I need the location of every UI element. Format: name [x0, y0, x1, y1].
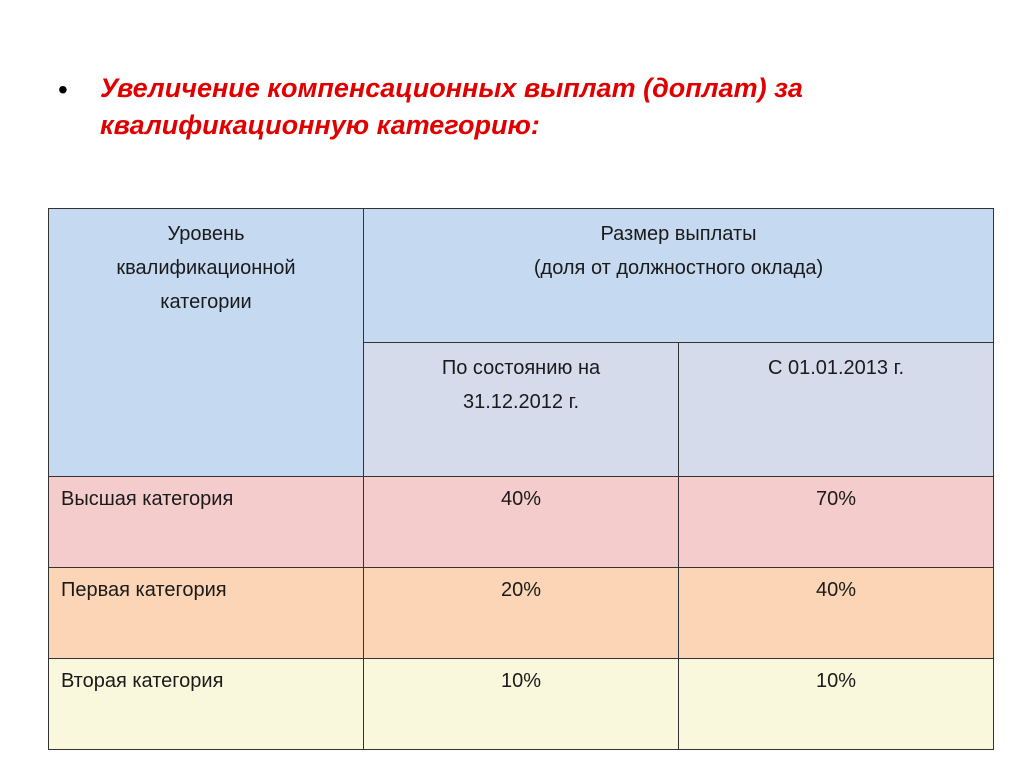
header-date-after-cell	[679, 343, 994, 477]
header-date-before-text: По состоянию на	[441, 357, 601, 379]
value-after-cell: 10%	[679, 659, 994, 750]
value-after-cell: 40%	[679, 568, 994, 659]
payment-table	[48, 208, 994, 750]
header-size-cell	[364, 209, 994, 343]
category-cell: Вторая категория	[49, 659, 364, 750]
header-size-text: Размер выплаты	[600, 223, 757, 245]
category-cell: Высшая категория	[49, 477, 364, 568]
header-date-before-cell	[364, 343, 679, 477]
slide-title	[100, 70, 940, 144]
value-before-cell: 10%	[364, 659, 679, 750]
header-level-cell	[49, 209, 364, 477]
header-level-text: категории	[160, 291, 252, 313]
header-date-after-text: С 01.01.2013 г.	[767, 357, 905, 379]
header-size-text: (доля от должностного оклада)	[533, 257, 824, 279]
header-level-text: Уровень	[167, 223, 245, 245]
table-row	[49, 477, 994, 568]
bullet-marker: •	[58, 74, 68, 105]
category-cell: Первая категория	[49, 568, 364, 659]
table-row	[49, 659, 994, 750]
header-date-before-text: 31.12.2012 г.	[462, 391, 580, 413]
value-after-cell: 70%	[679, 477, 994, 568]
table-row	[49, 568, 994, 659]
table-header-row	[49, 209, 994, 343]
value-before-cell: 40%	[364, 477, 679, 568]
slide-title-line: Увеличение компенсационных выплат (доплат) за	[100, 73, 803, 103]
header-level-text: квалификационной	[116, 257, 296, 279]
slide-title-line: квалификационную категорию:	[100, 110, 540, 140]
value-before-cell: 20%	[364, 568, 679, 659]
